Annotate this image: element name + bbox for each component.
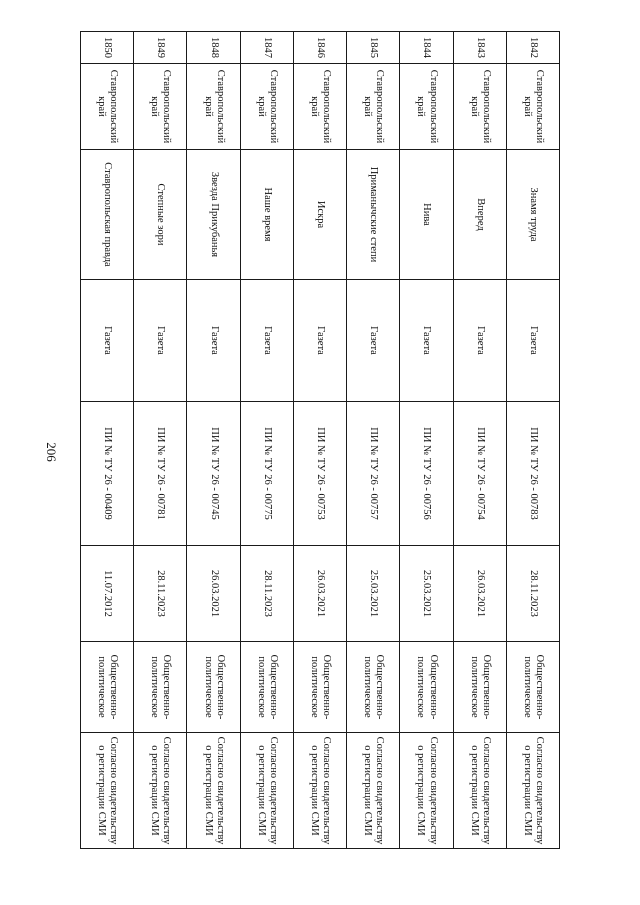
table-row <box>240 32 293 849</box>
row-registration-date: 11.07.2012 <box>81 546 134 642</box>
row-media-type: Газета <box>347 280 400 402</box>
row-theme: Общественно-политическое <box>240 642 293 733</box>
row-note: Согласно свидетельству о регистрации СМИ <box>240 733 293 849</box>
page-number: 206 <box>44 442 59 462</box>
row-registration-date: 25.03.2021 <box>400 546 453 642</box>
row-region: Ставропольский край <box>134 64 187 150</box>
row-number: 1850 <box>81 32 134 64</box>
row-registration-number: ПИ № ТУ 26 - 00783 <box>506 402 559 546</box>
row-note: Согласно свидетельству о регистрации СМИ <box>453 733 506 849</box>
row-region: Ставропольский край <box>293 64 346 150</box>
table-row <box>81 32 134 849</box>
row-note: Согласно свидетельству о регистрации СМИ <box>293 733 346 849</box>
row-number: 1842 <box>506 32 559 64</box>
row-media-type: Газета <box>400 280 453 402</box>
table-body <box>81 32 560 849</box>
row-registration-number: ПИ № ТУ 26 - 00754 <box>453 402 506 546</box>
row-media-type: Газета <box>81 280 134 402</box>
row-media-name: Степные зори <box>134 150 187 280</box>
row-theme: Общественно-политическое <box>400 642 453 733</box>
row-note: Согласно свидетельству о регистрации СМИ <box>506 733 559 849</box>
row-region: Ставропольский край <box>240 64 293 150</box>
table-row <box>187 32 240 849</box>
row-note: Согласно свидетельству о регистрации СМИ <box>187 733 240 849</box>
row-registration-date: 28.11.2023 <box>240 546 293 642</box>
row-media-type: Газета <box>506 280 559 402</box>
row-number: 1844 <box>400 32 453 64</box>
registry-table <box>80 31 560 849</box>
row-media-type: Газета <box>134 280 187 402</box>
row-media-type: Газета <box>240 280 293 402</box>
row-theme: Общественно-политическое <box>293 642 346 733</box>
row-registration-number: ПИ № ТУ 26 - 00775 <box>240 402 293 546</box>
row-number: 1843 <box>453 32 506 64</box>
registry-table-container <box>80 31 560 848</box>
row-registration-number: ПИ № ТУ 26 - 00409 <box>81 402 134 546</box>
row-region: Ставропольский край <box>506 64 559 150</box>
row-note: Согласно свидетельству о регистрации СМИ <box>81 733 134 849</box>
row-media-name: Наше время <box>240 150 293 280</box>
row-theme: Общественно-политическое <box>347 642 400 733</box>
row-number: 1846 <box>293 32 346 64</box>
row-note: Согласно свидетельству о регистрации СМИ <box>347 733 400 849</box>
row-registration-date: 26.03.2021 <box>293 546 346 642</box>
row-registration-date: 28.11.2023 <box>506 546 559 642</box>
table-row <box>134 32 187 849</box>
row-registration-number: ПИ № ТУ 26 - 00757 <box>347 402 400 546</box>
row-region: Ставропольский край <box>400 64 453 150</box>
row-theme: Общественно-политическое <box>81 642 134 733</box>
row-number: 1849 <box>134 32 187 64</box>
row-number: 1848 <box>187 32 240 64</box>
row-registration-date: 28.11.2023 <box>134 546 187 642</box>
row-registration-number: ПИ № ТУ 26 - 00745 <box>187 402 240 546</box>
table-row <box>506 32 559 849</box>
row-theme: Общественно-политическое <box>506 642 559 733</box>
row-note: Согласно свидетельству о регистрации СМИ <box>134 733 187 849</box>
row-registration-number: ПИ № ТУ 26 - 00753 <box>293 402 346 546</box>
row-media-name: Приманычские степи <box>347 150 400 280</box>
table-row <box>293 32 346 849</box>
row-registration-date: 25.03.2021 <box>347 546 400 642</box>
row-registration-date: 26.03.2021 <box>187 546 240 642</box>
row-media-name: Искра <box>293 150 346 280</box>
row-region: Ставропольский край <box>453 64 506 150</box>
row-media-type: Газета <box>293 280 346 402</box>
row-region: Ставропольский край <box>187 64 240 150</box>
row-media-name: Ставропольская правда <box>81 150 134 280</box>
row-media-name: Нива <box>400 150 453 280</box>
row-media-name: Вперед <box>453 150 506 280</box>
row-media-type: Газета <box>187 280 240 402</box>
row-media-type: Газета <box>453 280 506 402</box>
row-note: Согласно свидетельству о регистрации СМИ <box>400 733 453 849</box>
row-number: 1845 <box>347 32 400 64</box>
row-theme: Общественно-политическое <box>187 642 240 733</box>
table-row <box>453 32 506 849</box>
row-region: Ставропольский край <box>347 64 400 150</box>
table-row <box>347 32 400 849</box>
row-region: Ставропольский край <box>81 64 134 150</box>
row-media-name: Звезда Прикубанья <box>187 150 240 280</box>
row-registration-number: ПИ № ТУ 26 - 00756 <box>400 402 453 546</box>
row-theme: Общественно-политическое <box>134 642 187 733</box>
table-row <box>400 32 453 849</box>
row-registration-date: 26.03.2021 <box>453 546 506 642</box>
row-registration-number: ПИ № ТУ 26 - 00781 <box>134 402 187 546</box>
row-media-name: Знамя труда <box>506 150 559 280</box>
row-number: 1847 <box>240 32 293 64</box>
row-theme: Общественно-политическое <box>453 642 506 733</box>
